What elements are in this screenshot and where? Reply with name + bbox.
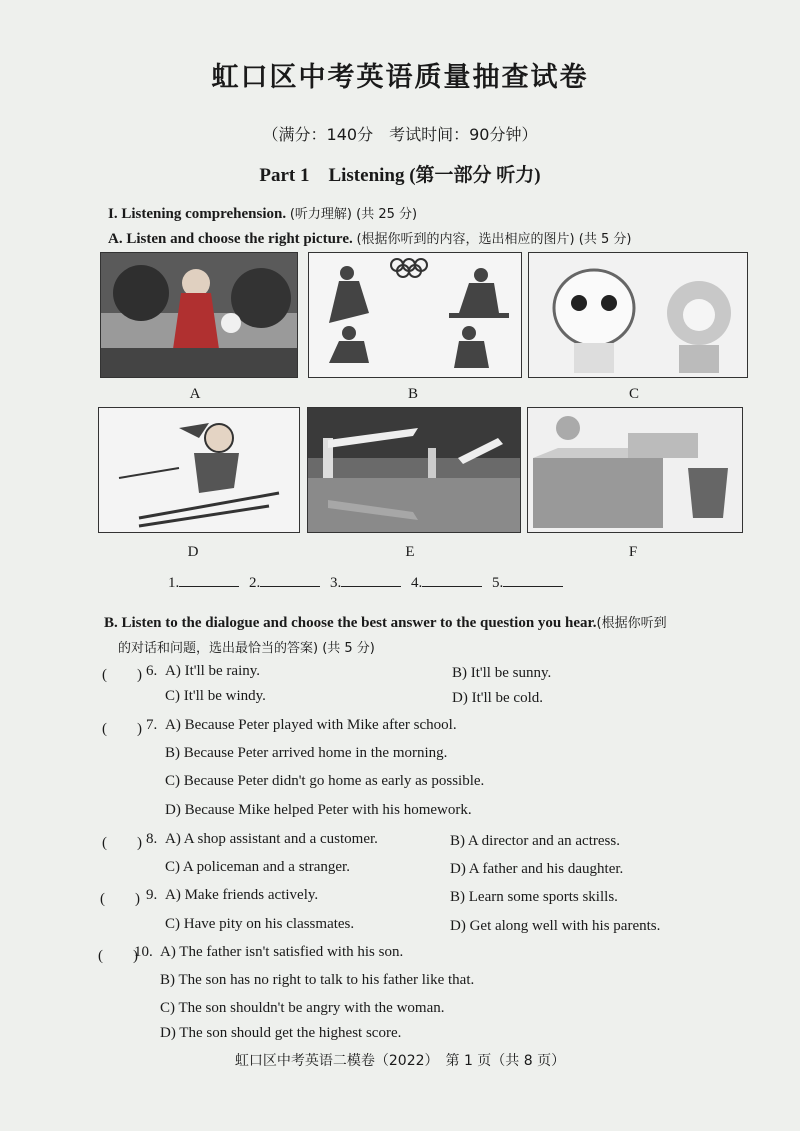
option-8d: D) A father and his daughter. [450,861,624,877]
option-6d: D) It'll be cold. [452,690,544,706]
option-7d: D) Because Mike helped Peter with his homework. [165,802,472,818]
exam-info: （满分：140分 考试时间：90分钟） [262,125,538,144]
answer-blank-1[interactable] [179,572,239,587]
option-8b: B) A director and an actress. [450,833,620,849]
picture-letter-f: F [628,544,638,560]
blank-label-2: 2. [249,575,261,591]
section-1-title-cn: (听力理解) (共 25 分) [289,207,418,222]
option-6b: B) It'll be sunny. [452,665,552,681]
blank-label-1: 1. [168,575,180,591]
option-10a: A) The father isn't satisfied with his son. [160,944,404,960]
option-9a: A) Make friends actively. [165,887,319,903]
picture-letter-b: B [407,386,418,402]
option-9d: D) Get along well with his parents. [450,918,661,934]
picture-letter-c: C [628,386,639,402]
answer-paren-10[interactable]: ( ) [98,948,138,964]
picture-letter-a: A [189,386,201,402]
option-10d: D) The son should get the highest score. [160,1025,402,1041]
option-7c: C) Because Peter didn't go home as early as possible. [165,773,485,789]
part-heading: Part 1 Listening (第一部分 听力) [259,165,541,186]
option-7a: A) Because Peter played with Mike after school. [165,717,457,733]
section-1-heading [108,203,417,223]
option-6c: C) It'll be windy. [165,688,266,704]
answer-blank-4[interactable] [422,572,482,587]
answer-blank-3[interactable] [341,572,401,587]
option-8c: C) A policeman and a stranger. [165,859,350,875]
section-a-heading [108,228,631,248]
page-title: 虹口区中考英语质量抽查试卷 [211,62,589,93]
answer-blank-5[interactable] [503,572,563,587]
section-b-heading-cn [118,637,375,657]
answer-paren-9[interactable]: ( ) [100,891,140,907]
skiing-child-picture [98,407,300,533]
answer-paren-6[interactable]: ( ) [102,667,142,683]
question-number-10: 10. [134,944,153,960]
section-b-heading [104,612,667,632]
broken-bridge-picture [307,407,521,533]
option-9c: C) Have pity on his classmates. [165,916,355,932]
page-footer: 虹口区中考英语二模卷（2022） 第 1 页（共 8 页） [234,1053,566,1069]
section-a-title-cn: (根据你听到的内容，选出相应的图片) (共 5 分) [356,232,632,247]
question-number-7: 7. [146,717,158,733]
option-7b: B) Because Peter arrived home in the morning. [165,745,448,761]
winter-olympic-sports-picture [308,252,522,378]
section-1-title: I. Listening comprehension. [108,206,287,222]
picture-letter-d: D [187,544,199,560]
olympic-mascots-picture [528,252,748,378]
blank-label-4: 4. [411,575,423,591]
option-10c: C) The son shouldn't be angry with the woman. [160,1000,445,1016]
blank-label-5: 5. [492,575,504,591]
girl-with-cat-picture [100,252,298,378]
option-8a: A) A shop assistant and a customer. [165,831,378,847]
picture-letter-e: E [405,544,415,560]
answer-paren-7[interactable]: ( ) [102,721,142,737]
messy-bedroom-picture [527,407,743,533]
section-a-title: A. Listen and choose the right picture. [108,231,353,247]
blank-label-3: 3. [330,575,342,591]
question-number-9: 9. [146,887,158,903]
option-6a: A) It'll be rainy. [165,663,261,679]
section-b-title-cn-2: 的对话和问题，选出最恰当的答案) (共 5 分) [118,641,375,656]
question-number-6: 6. [146,663,158,679]
answer-paren-8[interactable]: ( ) [102,835,142,851]
question-number-8: 8. [146,831,158,847]
section-b-title: B. Listen to the dialogue and choose the best answer to the question you hear. [104,615,597,631]
answer-blank-2[interactable] [260,572,320,587]
answer-blanks [168,572,569,592]
option-10b: B) The son has no right to talk to his father like that. [160,972,475,988]
option-9b: B) Learn some sports skills. [450,889,618,905]
section-b-title-cn-1: (根据你听到 [596,616,667,631]
